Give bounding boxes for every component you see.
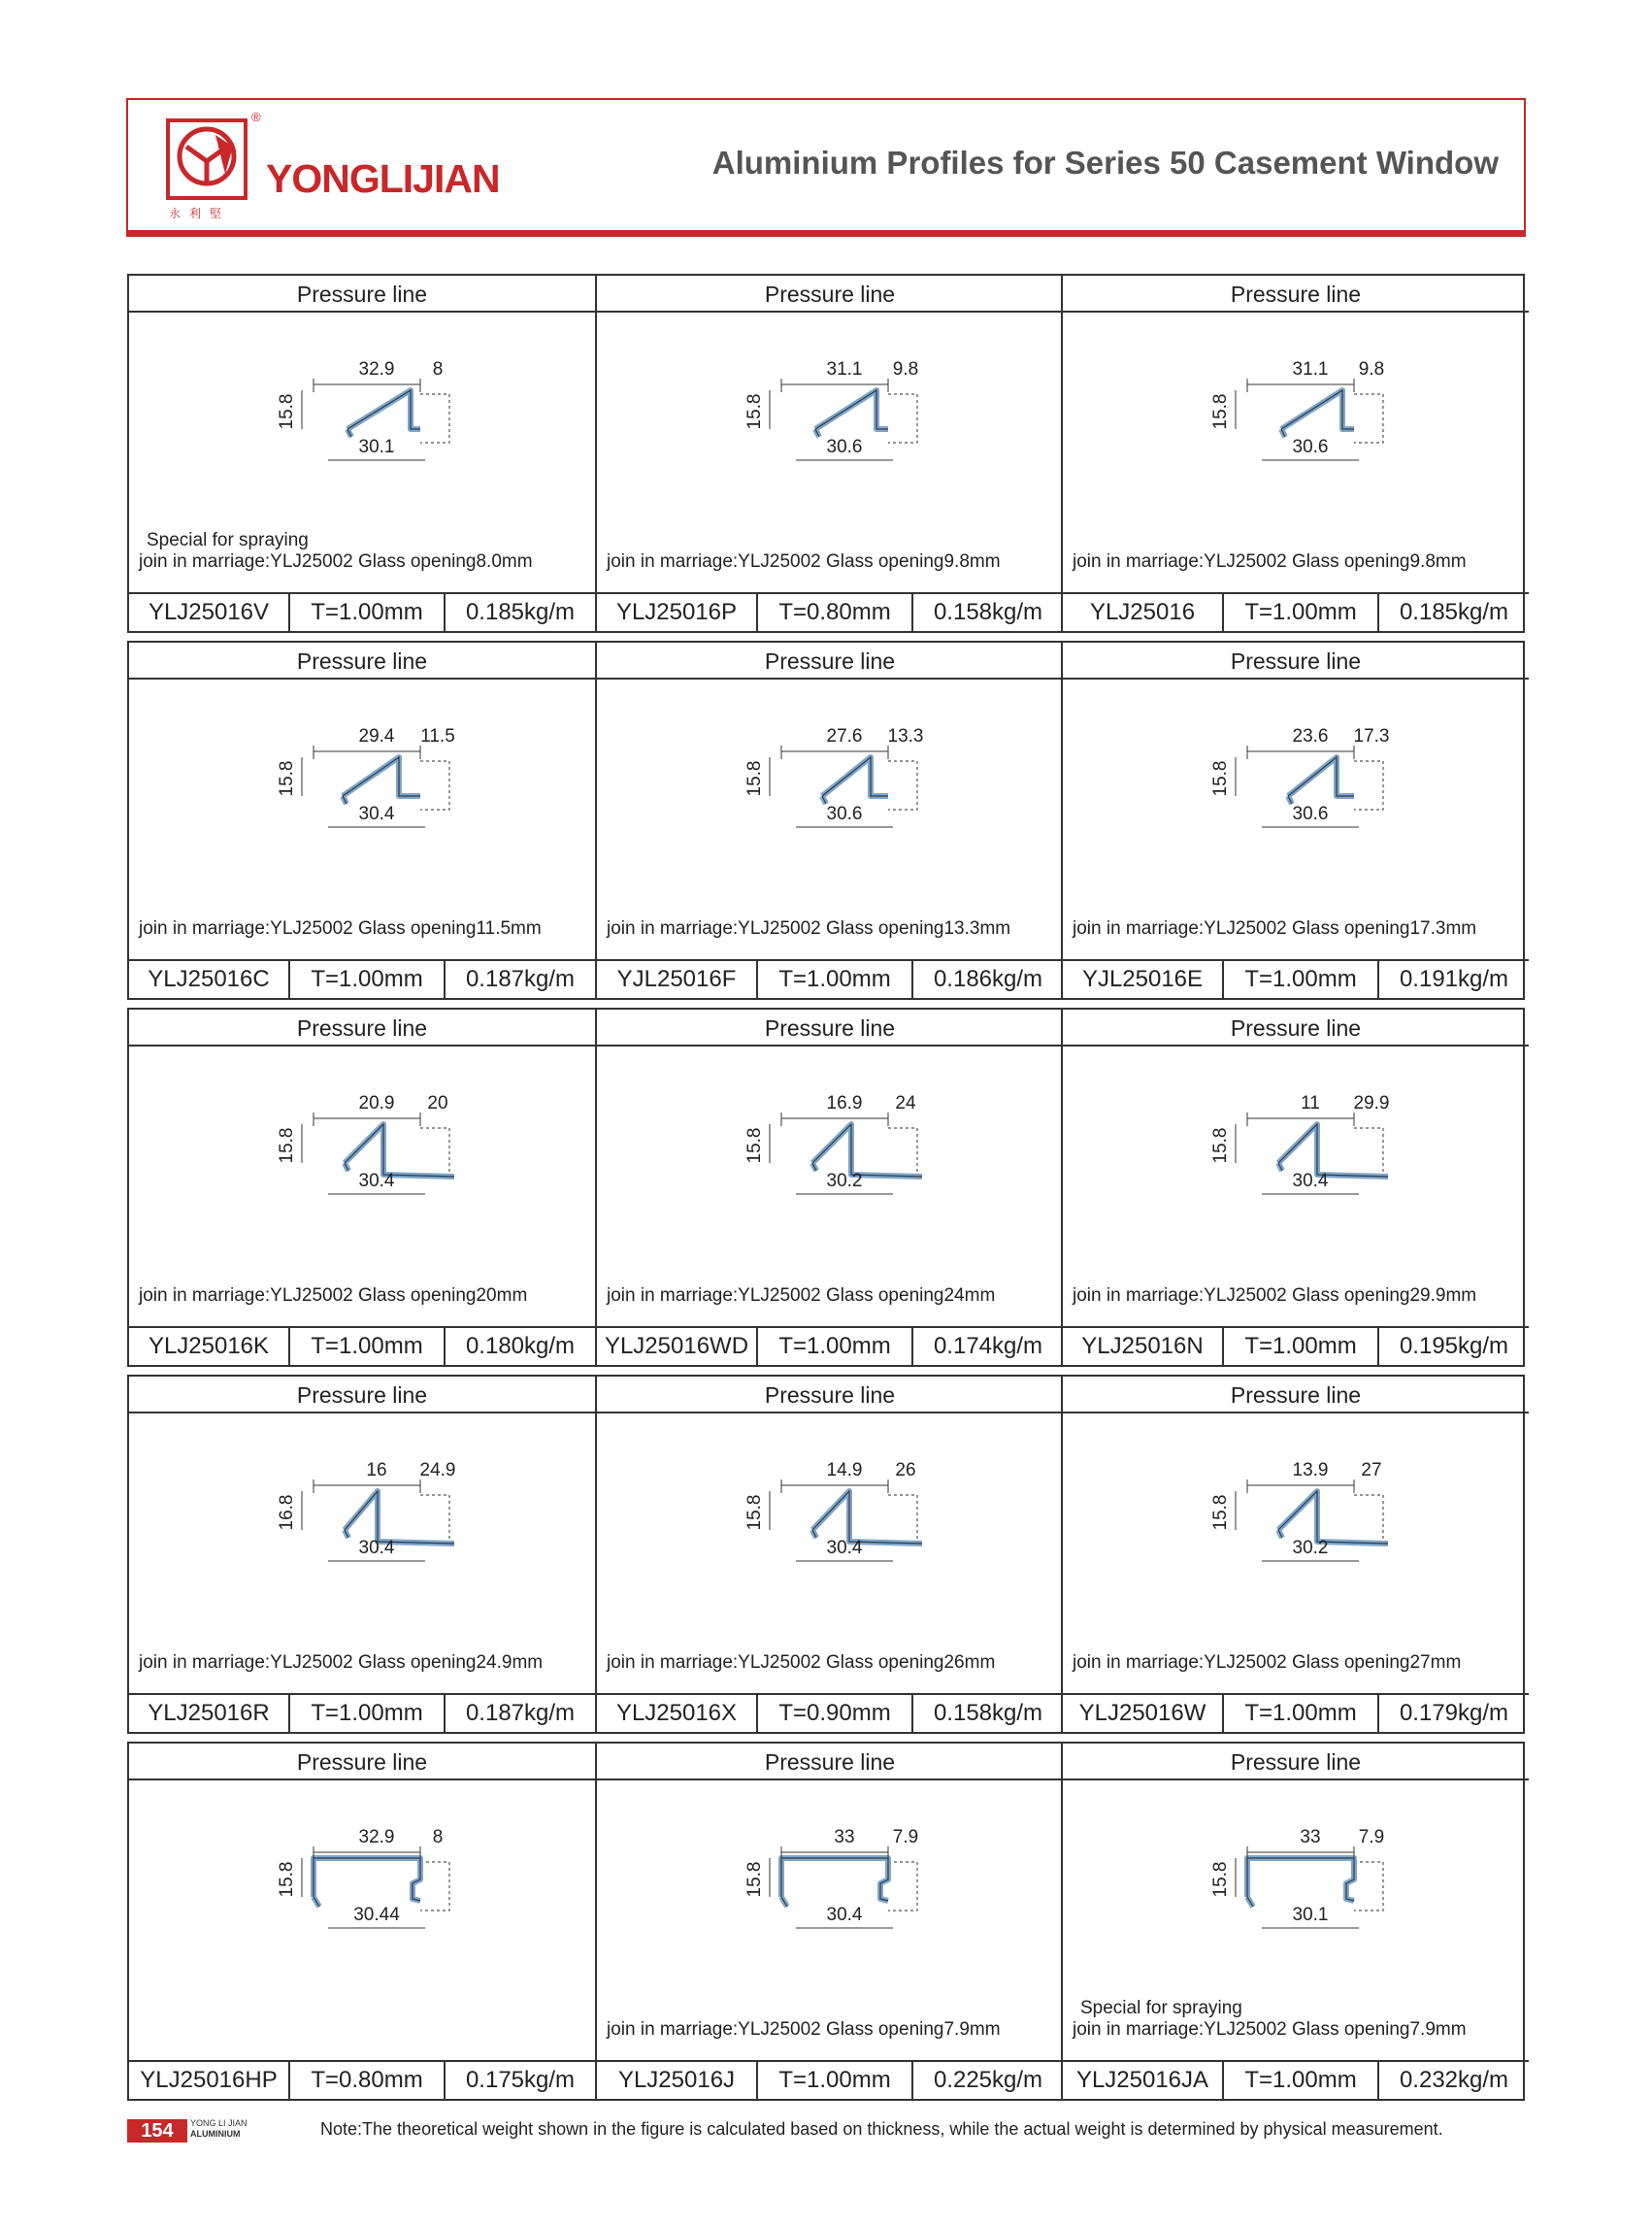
profile-card (129, 643, 595, 998)
dim-top-b: 24.9 (419, 1460, 456, 1480)
profile-card (595, 643, 1063, 998)
profile-drawing (597, 1782, 1063, 2006)
profile-weight: 0.225kg/m (933, 2067, 1043, 2093)
dim-bottom: 30.4 (1292, 1171, 1329, 1191)
profile-title: Pressure line (1063, 643, 1529, 680)
profile-thickness: T=1.00mm (1224, 594, 1379, 631)
join-in-marriage-text: join in marriage:YLJ25002 Glass opening17.3mm (1073, 918, 1477, 939)
profile-note: Special for spraying (147, 530, 309, 550)
spec-row (597, 1693, 1063, 1732)
dim-height: 15.8 (277, 1861, 297, 1898)
dim-top-b: 29.9 (1353, 1093, 1390, 1114)
profile-drawing (1063, 1415, 1529, 1639)
profile-shape (1278, 1124, 1388, 1177)
glass-outline (1354, 761, 1383, 810)
profile-thickness: T=1.00mm (1224, 2062, 1379, 2099)
dim-top-b: 26 (895, 1460, 916, 1480)
dim-top-a: 20.9 (358, 1093, 395, 1114)
dim-height: 16.8 (277, 1494, 297, 1531)
dim-bottom: 30.6 (826, 437, 863, 457)
profile-weight: 0.179kg/m (1399, 1700, 1509, 1726)
profile-code: YJL25016F (597, 961, 758, 998)
dim-top-b: 7.9 (892, 1827, 919, 1847)
join-in-marriage-text: join in marriage:YLJ25002 Glass opening9.8mm (1073, 551, 1467, 572)
dim-height: 15.8 (744, 1127, 765, 1164)
join-in-marriage-text: join in marriage:YLJ25002 Glass opening29.9mm (1073, 1285, 1477, 1306)
profile-thickness: T=1.00mm (1224, 961, 1379, 998)
spec-row (1063, 959, 1529, 998)
profile-thickness: T=1.00mm (758, 1328, 913, 1365)
join-in-marriage-text: join in marriage:YLJ25002 Glass opening20mm (139, 1285, 528, 1306)
profile-thickness: T=1.00mm (1224, 1328, 1379, 1365)
dim-bottom: 30.4 (358, 1538, 395, 1558)
dim-bottom: 30.2 (1292, 1538, 1329, 1558)
dim-top-b: 11.5 (420, 726, 455, 747)
dim-top-a: 16 (366, 1460, 387, 1480)
profile-shape (812, 1491, 922, 1544)
dim-top-a: 31.1 (1292, 359, 1329, 380)
profile-code: YLJ25016R (129, 1695, 290, 1732)
dim-top-b: 8 (432, 1827, 444, 1847)
dim-height: 15.8 (277, 760, 297, 797)
join-in-marriage-text: join in marriage:YLJ25002 Glass opening24mm (607, 1285, 996, 1306)
profile-title: Pressure line (597, 1377, 1063, 1413)
profile-thickness: T=1.00mm (758, 961, 913, 998)
dim-bottom: 30.4 (358, 804, 395, 824)
profile-edge (781, 1858, 888, 1907)
profile-edge (345, 1491, 454, 1544)
profile-drawing (597, 315, 1063, 538)
dim-height: 15.8 (744, 1494, 765, 1531)
profile-thickness: T=0.90mm (758, 1695, 913, 1732)
dim-top-b: 17.3 (1353, 726, 1390, 747)
profile-weight: 0.158kg/m (933, 1700, 1043, 1726)
dim-bottom: 30.4 (358, 1171, 395, 1191)
profile-drawing (597, 1415, 1063, 1639)
glass-outline (420, 1495, 449, 1544)
dim-top-a: 33 (834, 1827, 855, 1847)
dim-top-a: 16.9 (826, 1093, 863, 1114)
profile-weight: 0.158kg/m (933, 599, 1043, 625)
dim-bottom: 30.44 (353, 1905, 400, 1925)
profile-card (595, 1377, 1063, 1732)
profile-weight: 0.187kg/m (465, 966, 576, 992)
footer-brand-line2: ALUMINIUM (190, 2129, 241, 2139)
profile-drawing (129, 315, 595, 538)
dim-bottom: 30.6 (826, 804, 863, 824)
profile-drawing (1063, 1782, 1529, 2006)
dim-top-a: 29.4 (358, 726, 395, 747)
glass-outline (1354, 1495, 1383, 1544)
glass-outline (888, 761, 917, 810)
profile-thickness: T=1.00mm (290, 961, 446, 998)
profile-row (127, 274, 1525, 633)
spec-row (129, 592, 595, 631)
profile-shape (1278, 1491, 1388, 1544)
profile-edge (812, 1491, 922, 1544)
profile-drawing (129, 681, 595, 905)
profile-shape (781, 1858, 888, 1907)
dim-top-a: 23.6 (1292, 726, 1329, 747)
dim-top-a: 31.1 (826, 359, 863, 380)
profile-code: YLJ25016W (1063, 1695, 1224, 1732)
profile-drawing (129, 1782, 595, 2006)
profile-card (129, 1377, 595, 1732)
profile-shape (347, 390, 420, 437)
profile-row (127, 1375, 1525, 1734)
dim-top-b: 7.9 (1358, 1827, 1385, 1847)
profile-weight: 0.232kg/m (1399, 2067, 1509, 2093)
profile-drawing (1063, 315, 1529, 538)
dim-top-b: 13.3 (887, 726, 924, 747)
profile-code: YLJ25016C (129, 961, 290, 998)
profile-title: Pressure line (129, 1010, 595, 1047)
profile-title: Pressure line (1063, 1377, 1529, 1413)
profile-row (127, 1008, 1525, 1367)
dim-height: 15.8 (1210, 760, 1231, 797)
spec-row (1063, 1326, 1529, 1365)
dim-top-b: 27 (1361, 1460, 1382, 1480)
dim-bottom: 30.2 (826, 1171, 863, 1191)
dim-top-b: 9.8 (892, 359, 919, 380)
footer-brand (190, 2118, 248, 2140)
profile-title: Pressure line (1063, 1010, 1529, 1047)
profile-card (129, 1744, 595, 2099)
dim-top-a: 33 (1300, 1827, 1321, 1847)
profile-title: Pressure line (597, 1744, 1063, 1780)
dim-height: 15.8 (744, 1861, 765, 1898)
footer-note: Note:The theoretical weight shown in the figure is calculated based on thickness, while the actual weight is determined by physical measurement. (320, 2119, 1443, 2139)
dim-top-a: 13.9 (1292, 1460, 1329, 1480)
registered-mark: ® (251, 110, 261, 124)
profile-drawing (597, 681, 1063, 905)
spec-row (129, 959, 595, 998)
spec-row (129, 2060, 595, 2099)
profile-code: YLJ25016JA (1063, 2062, 1224, 2099)
profile-drawing (129, 1048, 595, 1272)
dim-top-b: 24 (895, 1093, 916, 1114)
spec-row (1063, 592, 1529, 631)
profile-edge (314, 1858, 420, 1907)
spec-row (597, 2060, 1063, 2099)
header-rule (126, 230, 1526, 237)
dim-height: 15.8 (277, 1127, 297, 1164)
dim-top-b: 9.8 (1358, 359, 1385, 380)
spec-row (1063, 1693, 1529, 1732)
profile-title: Pressure line (129, 276, 595, 313)
profile-shape (1247, 1858, 1354, 1907)
profile-card (1061, 1377, 1529, 1732)
dim-bottom: 30.6 (1292, 804, 1329, 824)
dim-top-a: 14.9 (826, 1460, 863, 1480)
dim-height: 15.8 (744, 760, 765, 797)
glass-outline (1354, 1862, 1383, 1911)
profile-card (129, 1010, 595, 1365)
dim-top-a: 32.9 (358, 1827, 395, 1847)
glass-outline (1354, 394, 1383, 443)
profile-title: Pressure line (129, 1744, 595, 1780)
profile-title: Pressure line (597, 643, 1063, 680)
dim-bottom: 30.1 (358, 437, 395, 457)
profile-card (1061, 1010, 1529, 1365)
profile-drawing (1063, 681, 1529, 905)
spec-row (129, 1326, 595, 1365)
glass-outline (420, 394, 449, 443)
profile-weight: 0.185kg/m (465, 599, 576, 625)
brand-name: YONGLIJIAN (266, 156, 500, 201)
profile-title: Pressure line (1063, 1744, 1529, 1780)
page-number: 154 (127, 2119, 187, 2143)
profile-shape (812, 1124, 922, 1177)
spec-row (129, 1693, 595, 1732)
spec-row (1063, 2060, 1529, 2099)
profile-card (595, 1744, 1063, 2099)
profile-thickness: T=1.00mm (758, 2062, 913, 2099)
profile-shape (343, 757, 420, 804)
profile-shape (822, 757, 888, 804)
profile-drawing (129, 1415, 595, 1639)
profile-edge (1247, 1858, 1354, 1907)
profile-thickness: T=1.00mm (290, 1328, 446, 1365)
spec-row (597, 959, 1063, 998)
profile-row (127, 1742, 1525, 2101)
dim-height: 15.8 (1210, 393, 1231, 430)
profile-drawing (597, 1048, 1063, 1272)
profile-title: Pressure line (129, 1377, 595, 1413)
dim-top-a: 32.9 (358, 359, 395, 380)
glass-outline (420, 1862, 449, 1911)
profile-code: YLJ25016X (597, 1695, 758, 1732)
profile-row (127, 641, 1525, 1000)
profile-code: YLJ25016K (129, 1328, 290, 1365)
dim-bottom: 30.6 (1292, 437, 1329, 457)
profile-thickness: T=0.80mm (758, 594, 913, 631)
dim-bottom: 30.1 (1292, 1905, 1329, 1925)
profile-thickness: T=1.00mm (290, 594, 446, 631)
profile-title: Pressure line (597, 276, 1063, 313)
profile-code: YLJ25016WD (597, 1328, 758, 1365)
dim-height: 15.8 (277, 393, 297, 430)
profile-weight: 0.187kg/m (465, 1700, 576, 1726)
join-in-marriage-text: join in marriage:YLJ25002 Glass opening9.8mm (607, 551, 1001, 572)
footer-brand-line1: YONG LI JIAN (190, 2118, 248, 2128)
dim-top-a: 27.6 (826, 726, 863, 747)
profile-weight: 0.186kg/m (933, 966, 1043, 992)
join-in-marriage-text: join in marriage:YLJ25002 Glass opening13.3mm (607, 918, 1011, 939)
profile-note: Special for spraying (1080, 1998, 1242, 2018)
profile-card (595, 276, 1063, 631)
profile-weight: 0.180kg/m (465, 1333, 576, 1359)
profile-title: Pressure line (597, 1010, 1063, 1047)
profile-code: YLJ25016N (1063, 1328, 1224, 1365)
profile-shape (1281, 390, 1354, 437)
profile-weight: 0.191kg/m (1399, 966, 1509, 992)
dim-bottom: 30.4 (826, 1905, 863, 1925)
dim-top-b: 20 (427, 1093, 448, 1114)
profile-code: YLJ25016V (129, 594, 290, 631)
dim-height: 15.8 (1210, 1494, 1231, 1531)
join-in-marriage-text: join in marriage:YLJ25002 Glass opening26mm (607, 1652, 996, 1673)
glass-outline (1354, 1128, 1383, 1177)
profile-weight: 0.185kg/m (1399, 599, 1509, 625)
dim-bottom: 30.4 (826, 1538, 863, 1558)
join-in-marriage-text: join in marriage:YLJ25002 Glass opening24.9mm (139, 1652, 544, 1673)
join-in-marriage-text: join in marriage:YLJ25002 Glass opening11.5mm (139, 918, 542, 939)
glass-outline (888, 1862, 917, 1911)
profile-card (1061, 643, 1529, 998)
profile-shape (345, 1124, 454, 1177)
join-in-marriage-text: join in marriage:YLJ25002 Glass opening7.9mm (607, 2019, 1001, 2040)
profile-weight: 0.175kg/m (465, 2067, 576, 2093)
dim-height: 15.8 (744, 393, 765, 430)
dim-top-a: 11 (1301, 1093, 1320, 1114)
glass-outline (420, 1128, 449, 1177)
profile-code: YLJ25016J (597, 2062, 758, 2099)
glass-outline (888, 394, 917, 443)
profile-code: YLJ25016 (1063, 594, 1224, 631)
join-in-marriage-text: join in marriage:YLJ25002 Glass opening27mm (1073, 1652, 1462, 1673)
profile-code: YJL25016E (1063, 961, 1224, 998)
glass-outline (888, 1495, 917, 1544)
brand-name-chinese: 永利堅 (169, 207, 231, 220)
profile-thickness: T=1.00mm (1224, 1695, 1379, 1732)
profile-card (129, 276, 595, 631)
profile-title: Pressure line (129, 643, 595, 680)
profile-card (1061, 276, 1529, 631)
profile-card (595, 1010, 1063, 1365)
join-in-marriage-text: join in marriage:YLJ25002 Glass opening8.0mm (139, 551, 533, 572)
profile-drawing (1063, 1048, 1529, 1272)
dim-height: 15.8 (1210, 1127, 1231, 1164)
profile-code: YLJ25016HP (129, 2062, 290, 2099)
profile-weight: 0.195kg/m (1399, 1333, 1509, 1359)
glass-outline (420, 761, 449, 810)
profile-code: YLJ25016P (597, 594, 758, 631)
spec-row (597, 592, 1063, 631)
glass-outline (888, 1128, 917, 1177)
profile-card (1061, 1744, 1529, 2099)
profile-shape (1288, 757, 1354, 804)
join-in-marriage-text: join in marriage:YLJ25002 Glass opening7.9mm (1073, 2019, 1467, 2040)
profile-weight: 0.174kg/m (933, 1333, 1043, 1359)
page-header (126, 98, 1526, 234)
spec-row (597, 1326, 1063, 1365)
page-title: Aluminium Profiles for Series 50 Casement Window (711, 145, 1499, 181)
dim-top-b: 8 (432, 359, 444, 380)
brand-logo-icon (165, 117, 248, 201)
profile-thickness: T=1.00mm (290, 1695, 446, 1732)
dim-height: 15.8 (1210, 1861, 1231, 1898)
profile-shape (815, 390, 888, 437)
profile-thickness: T=0.80mm (290, 2062, 446, 2099)
profile-shape (314, 1858, 420, 1907)
profile-shape (345, 1491, 454, 1544)
profile-title: Pressure line (1063, 276, 1529, 313)
